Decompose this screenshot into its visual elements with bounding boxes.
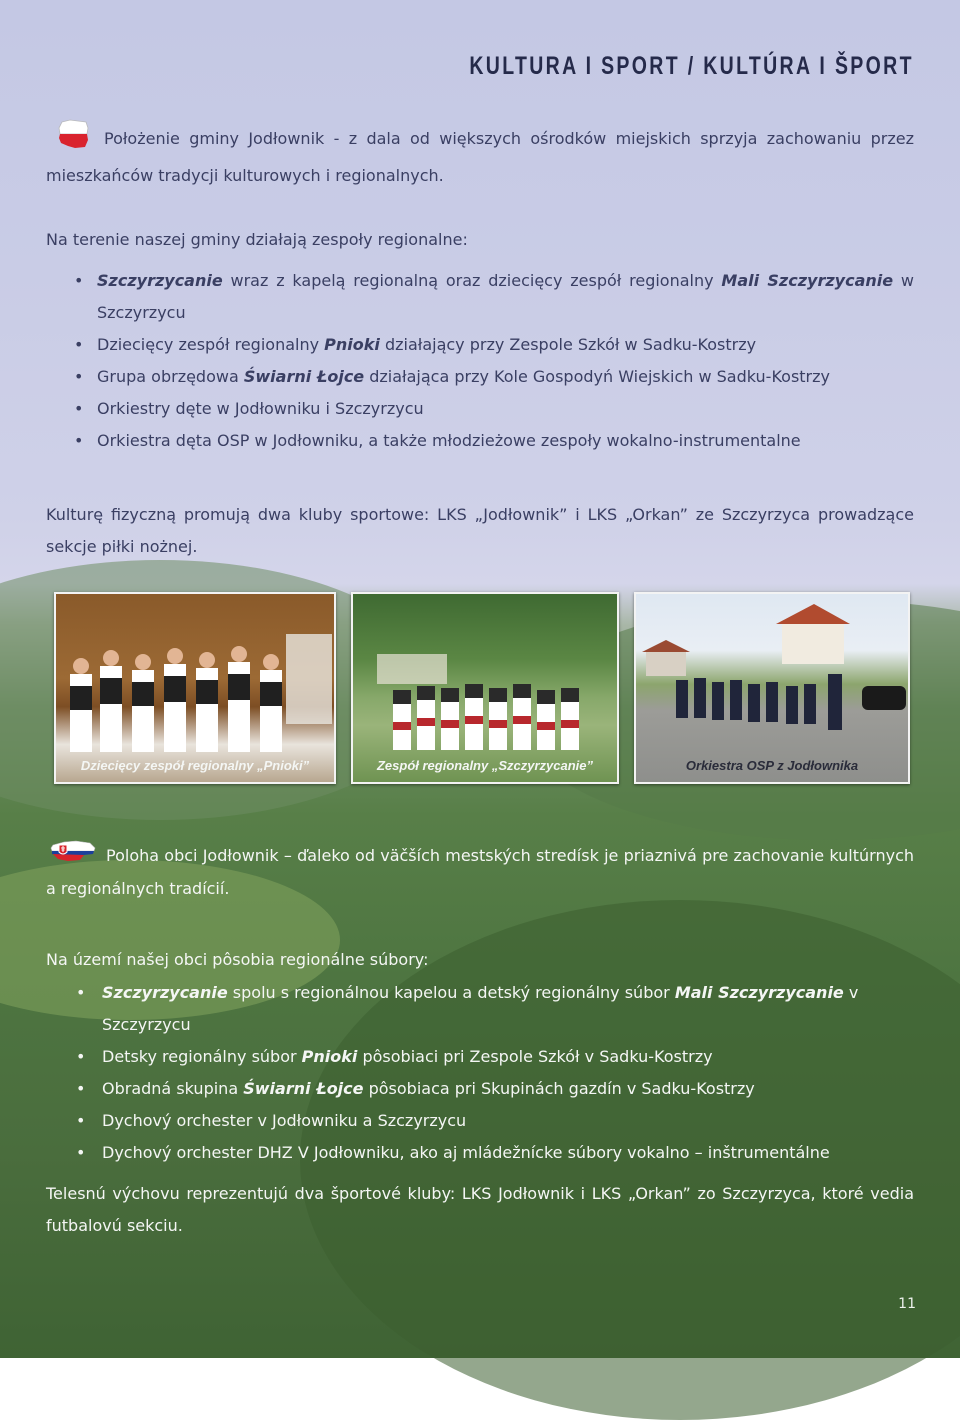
list-item-text: v Szczyrzycu xyxy=(102,983,859,1034)
ensemble-name: Świarni Łojce xyxy=(243,1079,364,1098)
sk-intro xyxy=(46,840,914,905)
list-item xyxy=(46,1041,914,1073)
ensemble-name: Pnioki xyxy=(324,335,380,354)
list-item-text: wraz z kapelą regionalną oraz dziecięcy zespół regionalny xyxy=(222,271,722,290)
list-item xyxy=(46,393,914,425)
poland-map-icon xyxy=(58,119,90,160)
list-item-text: Orkiestra dęta OSP w Jodłowniku, a także młodzieżowe zespoły wokalno-instrumentalne xyxy=(97,431,801,450)
ensemble-name: Mali Szczyrzycanie xyxy=(721,271,894,290)
list-item-text: pôsobiaca pri Skupinách gazdín v Sadku-Kostrzy xyxy=(363,1079,755,1098)
list-item-text: Orkiestry dęte w Jodłowniku i Szczyrzycu xyxy=(97,399,424,418)
list-item-text: w Szczyrzycu xyxy=(97,271,915,322)
pl-sport-paragraph: Kulturę fizyczną promują dwa kluby sportowe: LKS „Jodłownik” i LKS „Orkan” ze Szczyrzyca prowadzące sekcje piłki nożnej. xyxy=(46,505,914,556)
photo-pnioki xyxy=(54,592,336,784)
list-item xyxy=(46,361,914,393)
list-item xyxy=(46,1137,914,1169)
list-item-text: działający przy Zespole Szkół w Sadku-Kostrzy xyxy=(379,335,757,354)
sk-intro-text: Poloha obci Jodłownik – ďaleko od väčších mestských stredísk je priaznivá pre zachovanie kultúrnych a regionálnych tradícií. xyxy=(46,846,914,898)
page-number: 11 xyxy=(898,1296,916,1312)
pl-ensemble-list xyxy=(46,265,914,457)
list-item xyxy=(46,265,914,329)
photo-orkiestra xyxy=(634,592,910,784)
sk-ensemble-list xyxy=(46,977,914,1169)
list-item xyxy=(46,1105,914,1137)
ensemble-name: Mali Szczyrzycanie xyxy=(674,983,844,1002)
sk-sport-paragraph: Telesnú výchovu reprezentujú dva športové kluby: LKS Jodłownik i LKS „Orkan” zo Szczyrzyca, ktoré vedia futbalovú sekciu. xyxy=(46,1184,914,1235)
photo-caption: Orkiestra OSP z Jodłownika xyxy=(685,758,859,773)
photo-caption: Zespół regionalny „Szczyrzycanie” xyxy=(376,758,594,773)
ensemble-name: Pnioki xyxy=(301,1047,358,1066)
sk-list-heading: Na území našej obci pôsobia regionálne súbory: xyxy=(46,950,429,969)
list-item-text: Grupa obrzędowa xyxy=(97,367,244,386)
photo-szczyrzycanie xyxy=(351,592,619,784)
photo-caption: Dziecięcy zespół regionalny „Pnioki” xyxy=(80,758,310,773)
list-item xyxy=(46,425,914,457)
ensemble-name: Szczyrzycanie xyxy=(102,983,228,1002)
list-item-text: działająca przy Kole Gospodyń Wiejskich w Sadku-Kostrzy xyxy=(364,367,830,386)
slovakia-map-icon xyxy=(50,840,96,873)
page-title: KULTURA I SPORT / KULTÚRA I ŠPORT xyxy=(469,52,914,80)
list-item-text: Detsky regionálny súbor xyxy=(102,1047,302,1066)
list-item-text: Obradná skupina xyxy=(102,1079,244,1098)
pl-intro-text: Położenie gminy Jodłownik - z dala od większych ośrodków miejskich sprzyja zachowaniu przez mieszkańców tradycji kulturowych i regionalnych. xyxy=(46,129,914,185)
list-item-text: Dziecięcy zespół regionalny xyxy=(97,335,325,354)
list-item xyxy=(46,1073,914,1105)
list-item-text: Dychový orchester DHZ V Jodłowniku, ako aj mládežnícke súbory vokalno – inštrumentálne xyxy=(102,1143,830,1162)
list-item xyxy=(46,329,914,361)
ensemble-name: Świarni Łojce xyxy=(243,367,365,386)
list-item xyxy=(46,977,914,1041)
pl-list-heading: Na terenie naszej gminy działają zespoły regionalne: xyxy=(46,230,468,249)
list-item-text: pôsobiaci pri Zespole Szkół v Sadku-Kostrzy xyxy=(357,1047,713,1066)
pl-intro xyxy=(46,119,914,192)
list-item-text: Dychový orchester v Jodłowniku a Szczyrzycu xyxy=(102,1111,467,1130)
ensemble-name: Szczyrzycanie xyxy=(97,271,223,290)
list-item-text: spolu s regionálnou kapelou a detský regionálny súbor xyxy=(227,983,675,1002)
